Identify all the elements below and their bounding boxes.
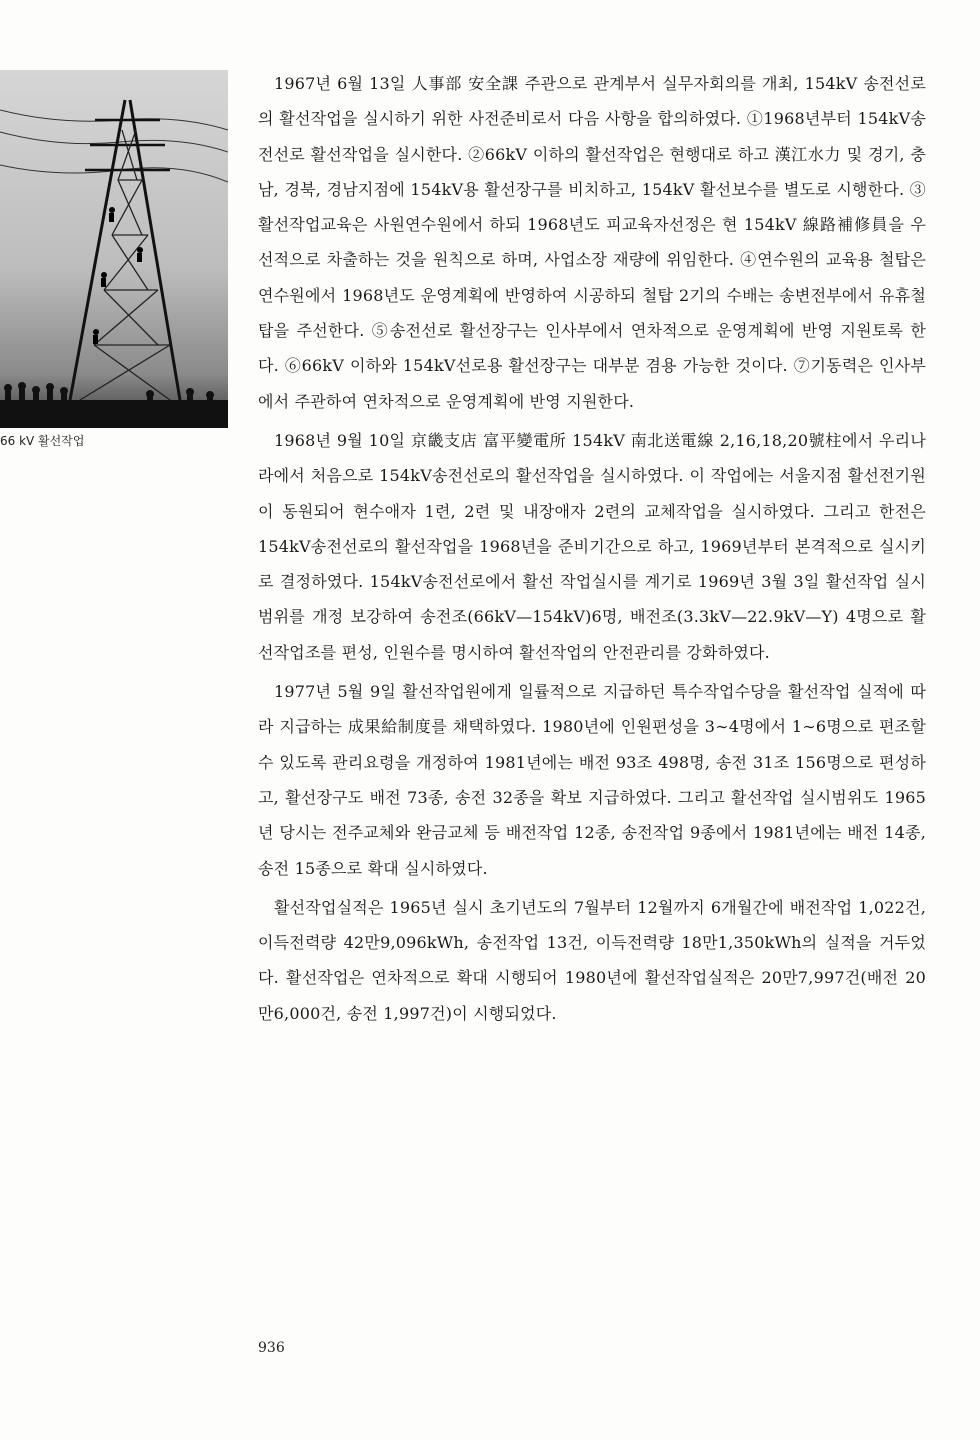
transmission-tower-photo xyxy=(0,70,228,428)
transmission-tower-icon xyxy=(0,70,228,428)
page-number: 936 xyxy=(258,1340,285,1356)
paragraph: 1968년 9월 10일 京畿支店 富平變電所 154kV 南北送電線 2,16,18,20號柱에서 우리나라에서 처음으로 154kV송전선로의 활선작업을 실시하였다. 이 작업에는 서울지점 활선전기원이 동원되어 현수애자 1련, 2련 및 내장애자 2련의 교체작업을 실시하였다. 그리고 한전은 154kV송전선로의 활선작업을 1968년을 준비기간으로 하고, 1969년부터 본격적으로 실시키로 결정하였다. 154kV송전선로에서 활선 작업실시를 계기로 1969년 3월 3일 활선작업 실시범위를 개정 보강하여 송전조(66kV—154kV)6명, 배전조(3.3kV—22.9kV—Y) 4명으로 활선작업조를 편성, 인원수를 명시하여 활선작업의 안전관리를 강화하였다. xyxy=(258,430,926,662)
body-text xyxy=(258,66,926,1035)
figure-caption: 66 kV 활선작업 xyxy=(0,434,85,448)
paragraph: 1977년 5월 9일 활선작업원에게 일률적으로 지급하던 특수작업수당을 활선작업 실적에 따라 지급하는 成果給制度를 채택하였다. 1980년에 인원편성을 3∼4명에서 1∼6명으로 편조할 수 있도록 관리요령을 개정하여 1981년에는 배전 93조 498명, 송전 31조 156명으로 편성하고, 활선장구도 배전 73종, 송전 32종을 확보 지급하였다. 그리고 활선작업 실시범위도 1965년 당시는 전주교체와 완금교체 등 배전작업 12종, 송전작업 9종에서 1981년에는 배전 14종, 송전 15종으로 확대 실시하였다. xyxy=(258,682,926,878)
paragraph: 1967년 6월 13일 人事部 安全課 주관으로 관계부서 실무자회의를 개최, 154kV 송전선로의 활선작업을 실시하기 위한 사전준비로서 다음 사항을 합의하였다. ①1968년부터 154kV송전선로 활선작업을 실시한다. ②66kV 이하의 활선작업은 현행대로 하고 漢江水力 및 경기, 충남, 경북, 경남지점에 154kV용 활선장구를 비치하고, 154kV 활선보수를 별도로 시행한다. ③활선작업교육은 사원연수원에서 하되 1968년도 피교육자선정은 현 154kV 線路補修員을 우선적으로 차출하는 것을 원칙으로 하며, 사업소장 재량에 위임한다. ④연수원의 교육용 철탑은 연수원에서 1968년도 운영계획에 반영하여 시공하되 철탑 2기의 수배는 송변전부에서 유휴철탑을 주선한다. ⑤송전선로 활선장구는 인사부에서 연차적으로 운영계획에 반영 지원토록 한다. ⑥66kV 이하와 154kV선로용 활선장구는 대부분 겸용 가능한 것이다. ⑦기동력은 인사부에서 주관하여 연차적으로 운영계획에 반영 지원한다. xyxy=(258,74,926,411)
paragraph: 활선작업실적은 1965년 실시 초기년도의 7월부터 12월까지 6개월간에 배전작업 1,022건, 이득전력량 42만9,096kWh, 송전작업 13건, 이득전력량 18만1,350kWh의 실적을 거두었다. 활선작업은 연차적으로 확대 시행되어 1980년에 활선작업실적은 20만7,997건(배전 20만6,000건, 송전 1,997건)이 시행되었다. xyxy=(258,897,926,1023)
